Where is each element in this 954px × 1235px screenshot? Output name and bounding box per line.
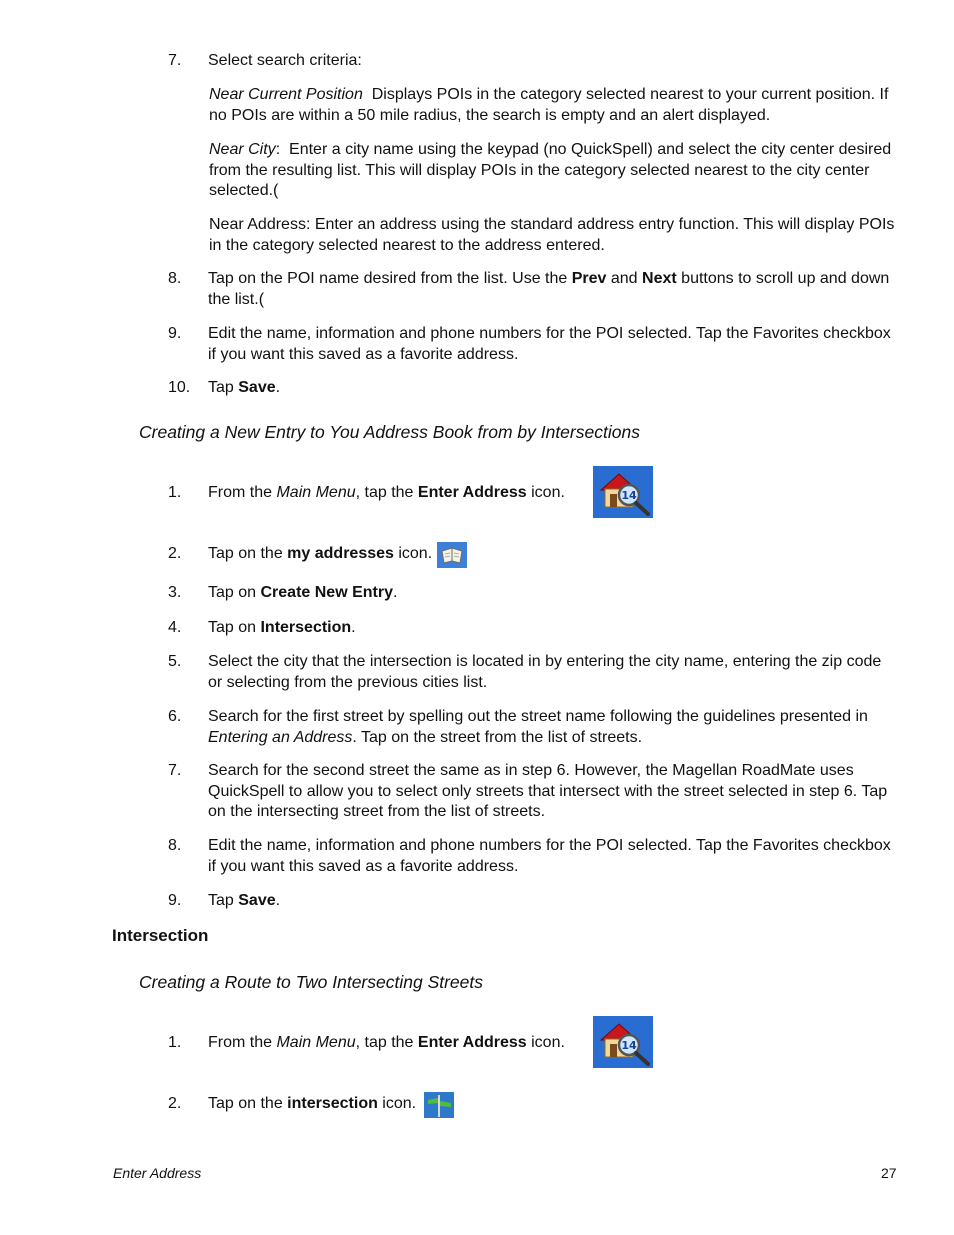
step-number: 6.	[168, 708, 182, 725]
step-number: 2.	[168, 1095, 182, 1112]
criteria-text: Near Address: Enter an address using the standard address entry function. This will display POIs in the category selected nearest to the address entered.	[209, 216, 895, 254]
enter-address-badge: 14	[621, 489, 637, 502]
criteria-label: Near City	[209, 141, 276, 158]
criteria-near-current-position	[209, 85, 899, 126]
step-text: Search for the first street by spelling out the street name following the guidelines presented in Entering an Address. Tap on the street from the list of streets.	[208, 708, 868, 746]
step-number: 8.	[168, 270, 182, 287]
step-number: 1.	[168, 484, 182, 501]
criteria-label: Near Current Position	[209, 86, 363, 103]
criteria-near-address	[209, 215, 899, 256]
step-text: Tap on the intersection icon.	[208, 1095, 417, 1112]
my-addresses-icon[interactable]	[437, 542, 467, 568]
enter-address-icon[interactable]	[593, 466, 653, 518]
enter-address-icon[interactable]	[593, 1016, 653, 1068]
step-number: 4.	[168, 619, 182, 636]
step-text: From the Main Menu, tap the Enter Address icon.	[208, 1034, 565, 1051]
step-text: From the Main Menu, tap the Enter Address icon.	[208, 484, 565, 501]
section-title: Creating a Route to Two Intersecting Streets	[139, 972, 484, 992]
step-number: 9.	[168, 325, 182, 342]
step-number: 3.	[168, 584, 182, 601]
step-text: Tap Save.	[208, 379, 281, 396]
step-text: Edit the name, information and phone numbers for the POI selected. Tap the Favorites checkbox if you want this saved as a favorite address.	[208, 837, 891, 875]
step-text: Tap on the POI name desired from the list. Use the Prev and Next buttons to scroll up and down the list.(	[208, 270, 890, 308]
step-text: Tap Save.	[208, 892, 281, 909]
step-text: Search for the second street the same as in step 6. However, the Magellan RoadMate uses QuickSpell to allow you to select only streets that intersect with the street selected in step 6. Tap on the intersecting street from the list of streets.	[208, 762, 888, 820]
criteria-near-city: Near City: Enter a city name using the keypad (no QuickSpell) and select the city center desired from the resulting list. This will display POIs in the category selected nearest to the city center selected.(	[209, 141, 892, 199]
step-number: 2.	[168, 545, 182, 562]
criteria-text: Displays POIs in the category selected nearest to your current position. If no POIs are within a 50 mile radius, the search is empty and an alert displayed.	[209, 86, 889, 124]
step-text: Edit the name, information and phone numbers for the POI selected. Tap the Favorites checkbox if you want this saved as a favorite address.	[208, 325, 891, 363]
section-heading: Intersection	[112, 926, 209, 945]
criteria-text: Enter a city name using the keypad (no QuickSpell) and select the city center desired from the resulting list. This will display POIs in the category selected nearest to the city center selected.(	[209, 141, 892, 199]
step-number: 7.	[168, 52, 182, 69]
step-text: Select search criteria:	[208, 52, 362, 69]
step-number: 9.	[168, 892, 182, 909]
footer-section-name: Enter Address	[113, 1165, 202, 1181]
step-text: Tap on Create New Entry.	[208, 584, 398, 601]
step-number: 1.	[168, 1034, 182, 1051]
step-number: 7.	[168, 762, 182, 779]
intersection-icon[interactable]	[424, 1092, 454, 1118]
step-text: Tap on Intersection.	[208, 619, 356, 636]
enter-address-badge: 14	[621, 1039, 637, 1052]
page-number: 27	[881, 1165, 897, 1181]
step-number: 8.	[168, 837, 182, 854]
step-number: 10.	[168, 379, 191, 396]
step-number: 5.	[168, 653, 182, 670]
step-text: Select the city that the intersection is located in by entering the city name, entering the zip code or selecting from the previous cities list.	[208, 653, 882, 691]
section-title: Creating a New Entry to You Address Book from by Intersections	[139, 422, 640, 442]
step-text: Tap on the my addresses icon.	[208, 545, 433, 562]
